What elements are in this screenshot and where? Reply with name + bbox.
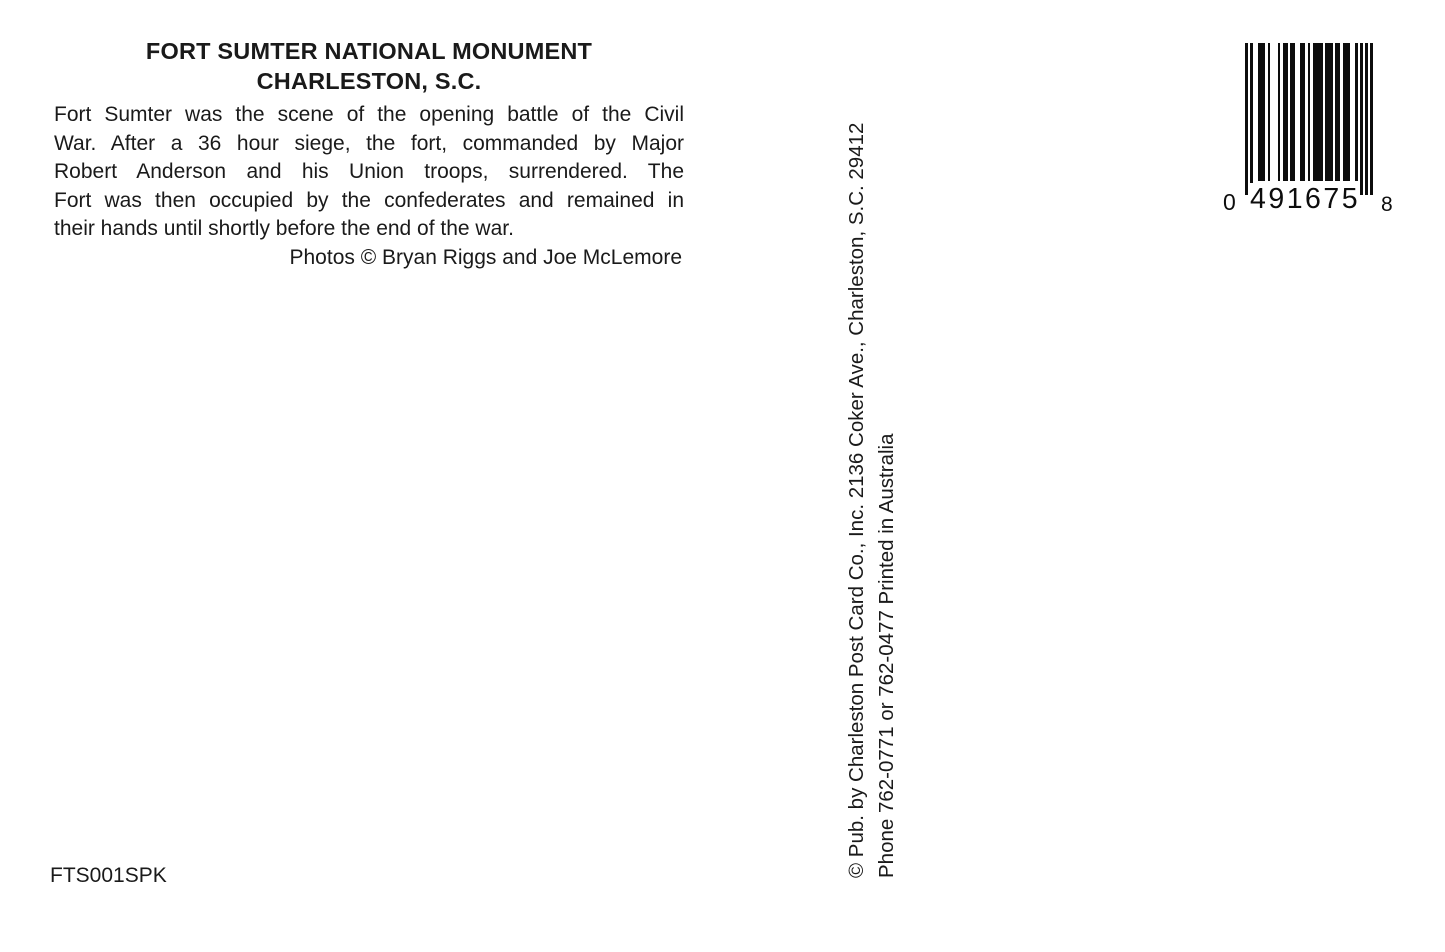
barcode-digit-left: 0 bbox=[1223, 189, 1236, 215]
body-line: Fort was then occupied by the confederates and remained in bbox=[54, 188, 684, 212]
body-line: War. After a 36 hour siege, the fort, commanded by Major bbox=[54, 131, 684, 155]
publisher-line-2: Phone 762-0771 or 762-0477 Printed in Australia bbox=[875, 433, 898, 878]
barcode-guard-bar bbox=[1245, 43, 1248, 195]
body-line: their hands until shortly before the end of the war. bbox=[54, 217, 514, 240]
barcode-bar bbox=[1330, 43, 1333, 181]
barcode-digits-main: 491675 bbox=[1250, 183, 1361, 215]
barcode-bar bbox=[1278, 43, 1281, 181]
barcode-bar bbox=[1268, 43, 1271, 181]
photo-credit: Photos © Bryan Riggs and Joe McLemore bbox=[289, 245, 682, 269]
body-paragraph bbox=[54, 101, 684, 244]
caption-block bbox=[54, 36, 684, 272]
barcode bbox=[1223, 43, 1393, 216]
barcode-digit-right: 8 bbox=[1381, 193, 1393, 216]
barcode-bar bbox=[1338, 43, 1341, 181]
barcode-guard-bar bbox=[1365, 43, 1368, 195]
barcode-bar bbox=[1285, 43, 1288, 181]
barcode-guard-bar bbox=[1370, 43, 1373, 195]
subtitle: CHARLESTON, S.C. bbox=[256, 68, 482, 94]
body-line: Robert Anderson and his Union troops, surrendered. The bbox=[54, 160, 684, 183]
stock-code: FTS001SPK bbox=[50, 864, 167, 887]
barcode-bar bbox=[1293, 43, 1296, 181]
barcode-guard-bar bbox=[1360, 43, 1363, 195]
barcode-bar bbox=[1308, 43, 1311, 181]
barcode-bar bbox=[1303, 43, 1306, 181]
publisher-imprint bbox=[842, 106, 904, 878]
body-line: Fort Sumter was the scene of the opening battle of the Civil bbox=[54, 103, 684, 126]
publisher-line-1: © Pub. by Charleston Post Card Co., Inc. 2136 Coker Ave., Charleston, S.C. 29412 bbox=[845, 122, 868, 878]
barcode-bar bbox=[1348, 43, 1351, 181]
barcode-guard-bar bbox=[1250, 43, 1253, 195]
barcode-bar bbox=[1320, 43, 1323, 181]
barcode-bar bbox=[1355, 43, 1358, 181]
title: FORT SUMTER NATIONAL MONUMENT bbox=[145, 38, 593, 64]
barcode-bar bbox=[1263, 43, 1266, 181]
